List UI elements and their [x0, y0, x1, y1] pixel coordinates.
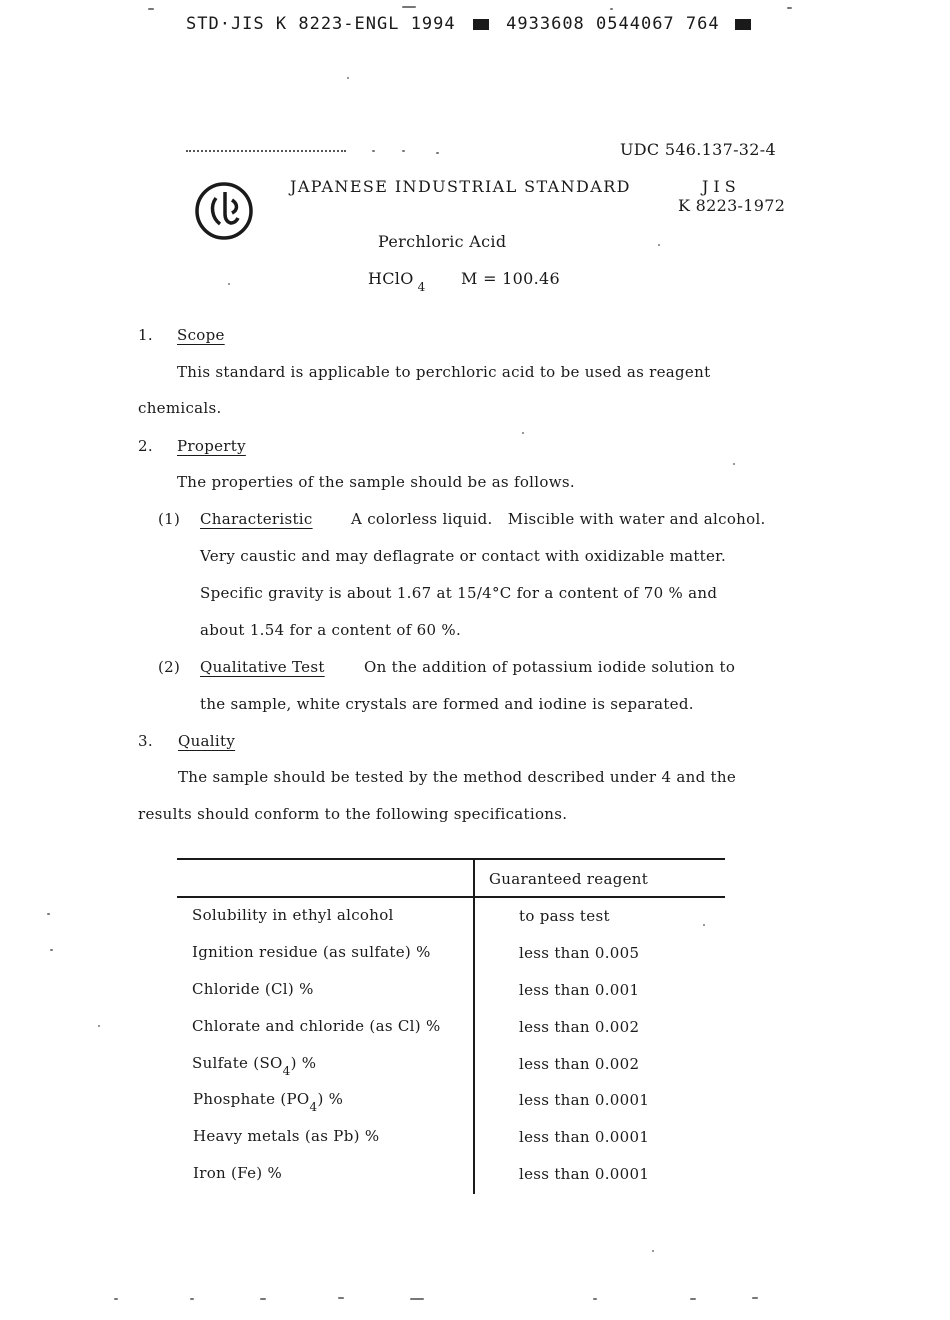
udc-code: UDC 546.137-32-4 [620, 140, 776, 159]
scan-speck [402, 150, 405, 152]
quality-text: results should conform to the following specifications. [138, 805, 568, 823]
item-text: Phosphate (PO [193, 1090, 310, 1108]
table-row-item: Iron (Fe) % [193, 1164, 283, 1182]
stamp-number: 4933608 0544067 764 [506, 14, 720, 34]
scan-speck [658, 244, 660, 246]
characteristic-text: about 1.54 for a content of 60 %. [200, 621, 462, 639]
table-row-value: less than 0.001 [519, 981, 640, 999]
item-label-characteristic: Characteristic [200, 510, 313, 528]
substance-title: Perchloric Acid [378, 232, 507, 251]
table-row-value: less than 0.002 [519, 1055, 640, 1073]
item-text: Sulfate (SO [192, 1054, 283, 1072]
scan-speck [402, 6, 416, 8]
jis-label: JIS [702, 177, 741, 196]
item-number: (1) [158, 510, 181, 528]
table-row-item: Ignition residue (as sulfate) % [192, 943, 431, 961]
scan-speck [436, 152, 439, 154]
section-number: 1. [138, 326, 153, 344]
scan-speck [190, 1298, 194, 1300]
table-column-divider [473, 860, 475, 1194]
scan-speck [522, 432, 524, 434]
molar-mass: M = 100.46 [461, 269, 560, 288]
table-row-value: less than 0.002 [519, 1018, 640, 1036]
characteristic-text: A colorless liquid. Miscible with water and alcohol. [351, 510, 766, 528]
table-row-value: less than 0.005 [519, 944, 640, 962]
section-title-quality: Quality [178, 732, 236, 750]
item-subscript: 4 [282, 1064, 291, 1078]
stamp-block-mark [735, 19, 751, 30]
table-header-rule [177, 896, 725, 898]
jis-number: K 8223-1972 [678, 196, 786, 215]
formula-base: HClO [368, 269, 414, 288]
scan-speck [752, 1297, 758, 1299]
scan-speck [787, 7, 792, 9]
table-top-rule [177, 858, 725, 860]
table-row-value: less than 0.0001 [519, 1128, 650, 1146]
scan-speck [260, 1298, 266, 1300]
stamp-text: STD·JIS K 8223-ENGL 1994 [186, 14, 456, 34]
section-title-property: Property [177, 437, 246, 455]
section-number: 3. [138, 732, 153, 750]
scope-text: This standard is applicable to perchloric acid to be used as reagent [177, 363, 711, 381]
item-number: (2) [158, 658, 181, 676]
scan-speck [410, 1298, 424, 1300]
scan-speck [703, 924, 705, 926]
table-row-value: less than 0.0001 [519, 1165, 650, 1183]
item-subscript: 4 [309, 1100, 318, 1114]
section-title-scope: Scope [177, 326, 225, 344]
item-text: ) % [290, 1054, 317, 1072]
scan-speck [148, 8, 154, 10]
quality-text: The sample should be tested by the method described under 4 and the [178, 768, 737, 786]
table-row-item [192, 1054, 317, 1078]
scan-speck [347, 77, 349, 79]
scan-speck [47, 913, 50, 915]
scan-speck [733, 463, 735, 465]
stamp-block-mark [473, 19, 489, 30]
table-row-value: less than 0.0001 [519, 1091, 650, 1109]
formula-subscript: 4 [417, 280, 426, 294]
table-row-item: Heavy metals (as Pb) % [193, 1127, 380, 1145]
chemical-formula [368, 269, 426, 294]
table-row-item: Solubility in ethyl alcohol [192, 906, 394, 924]
scan-speck [338, 1297, 344, 1299]
standard-org-title: JAPANESE INDUSTRIAL STANDARD [290, 177, 631, 196]
table-row-item [193, 1090, 344, 1114]
scan-speck [228, 283, 230, 285]
property-intro: The properties of the sample should be as follows. [177, 473, 575, 491]
scan-speck [372, 150, 375, 152]
characteristic-text: Specific gravity is about 1.67 at 15/4°C for a content of 70 % and [200, 584, 718, 602]
item-text: ) % [317, 1090, 344, 1108]
scan-speck [114, 1298, 118, 1300]
section-number: 2. [138, 437, 153, 455]
characteristic-text: Very caustic and may deflagrate or contact with oxidizable matter. [200, 547, 727, 565]
item-label-qualitative-test: Qualitative Test [200, 658, 325, 676]
qualitative-text: the sample, white crystals are formed and iodine is separated. [200, 695, 694, 713]
table-header-cell: Guaranteed reagent [489, 870, 649, 888]
jis-logo-icon [192, 180, 256, 242]
table-row-value: to pass test [519, 907, 610, 925]
qualitative-text: On the addition of potassium iodide solution to [364, 658, 736, 676]
scan-speck [652, 1250, 654, 1252]
table-row-item: Chlorate and chloride (as Cl) % [192, 1017, 441, 1035]
scan-speck [610, 8, 613, 10]
scan-speck [98, 1025, 100, 1027]
header-dotted-rule [186, 150, 346, 152]
table-row-item: Chloride (Cl) % [192, 980, 314, 998]
scan-speck [593, 1298, 597, 1300]
scope-text: chemicals. [138, 399, 222, 417]
scan-speck [50, 949, 53, 951]
scan-speck [690, 1298, 696, 1300]
document-stamp [186, 14, 751, 34]
